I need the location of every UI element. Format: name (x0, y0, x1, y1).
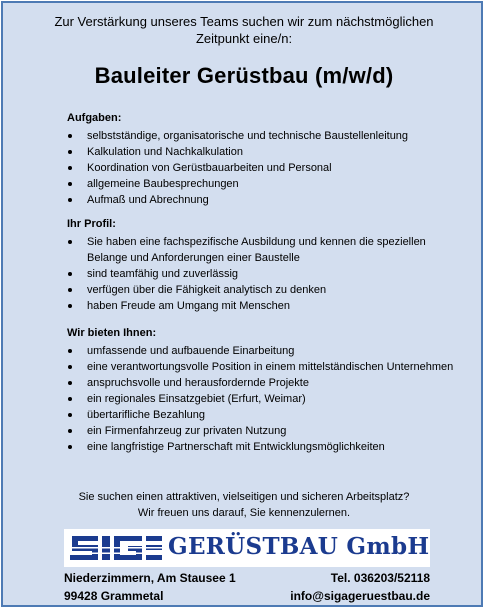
list-item (67, 192, 467, 208)
list-item-text: ein Firmenfahrzeug zur privaten Nutzung (87, 425, 287, 437)
list-item-text: eine verantwortungsvolle Position in einem mittelständischen Unternehmen (87, 361, 454, 373)
address-block (64, 569, 236, 605)
intro-line-1: Zur Verstärkung unseres Teams suchen wir zum nächstmöglichen (54, 14, 434, 29)
list-item (67, 234, 467, 266)
list-item (67, 298, 467, 314)
list-item-text: Aufmaß und Abrechnung (87, 194, 209, 206)
bullet-icon (68, 134, 72, 138)
closing-line-1: Sie suchen einen attraktiven, vielseitigen und sicheren Arbeitsplatz? (78, 491, 410, 503)
benefits-list (67, 343, 467, 455)
list-item (67, 343, 467, 359)
list-item (67, 144, 467, 160)
closing-text (3, 489, 485, 521)
job-ad-frame (1, 1, 483, 607)
list-item (67, 375, 467, 391)
list-item-text: übertarifliche Bezahlung (87, 409, 206, 421)
task-list (67, 128, 467, 208)
bullet-icon (68, 150, 72, 154)
list-item-text: ein regionales Einsatzgebiet (Erfurt, Weimar) (87, 393, 306, 405)
list-item (67, 176, 467, 192)
closing-line-2: Wir freuen uns darauf, Sie kennenzulernen. (137, 507, 351, 519)
sig-logo-mark (68, 532, 164, 564)
job-title: Bauleiter Gerüstbau (m/w/d) (94, 63, 394, 88)
intro-line-2: Zeitpunkt eine/n: (195, 31, 293, 46)
bullet-icon (68, 365, 72, 369)
section-aufgaben (67, 111, 467, 208)
list-item (67, 359, 467, 375)
address-city: 99428 Grammetal (64, 589, 164, 603)
section-heading: Ihr Profil: (67, 218, 116, 230)
bullet-icon (68, 272, 72, 276)
list-item-text: allgemeine Baubesprechungen (87, 178, 239, 190)
company-logo (64, 529, 430, 567)
bullet-icon (68, 288, 72, 292)
bullet-icon (68, 445, 72, 449)
list-item-text: selbstständige, organisatorische und technische Baustellenleitung (87, 130, 409, 142)
bullet-icon (68, 304, 72, 308)
phone-number: Tel. 036203/52118 (330, 571, 430, 585)
section-profil (67, 217, 467, 314)
list-item (67, 282, 467, 298)
profile-list (67, 234, 467, 314)
bullet-icon (68, 397, 72, 401)
bullet-icon (68, 240, 72, 244)
intro-text (3, 13, 485, 47)
list-item-text: verfügen über die Fähigkeit analytisch zu denken (87, 284, 327, 296)
list-item-text: umfassende und aufbauende Einarbeitung (87, 345, 295, 357)
list-item (67, 391, 467, 407)
section-heading: Wir bieten Ihnen: (67, 327, 157, 339)
bullet-icon (68, 429, 72, 433)
list-item (67, 439, 467, 455)
bullet-icon (68, 166, 72, 170)
bullet-icon (68, 381, 72, 385)
company-name: GERÜSTBAU GmbH (168, 533, 430, 560)
bullet-icon (68, 413, 72, 417)
list-item (67, 266, 467, 282)
list-item (67, 128, 467, 144)
list-item-text: Sie haben eine fachspezifische Ausbildung und kennen die speziellen Belange und Anforderungen einer Baustelle (87, 236, 426, 264)
bullet-icon (68, 349, 72, 353)
list-item (67, 160, 467, 176)
section-wir-bieten (67, 326, 467, 455)
bullet-icon (68, 198, 72, 202)
list-item-text: anspruchsvolle und herausfordernde Projekte (87, 377, 309, 389)
list-item (67, 423, 467, 439)
email-address[interactable]: info@sigageruestbau.de (290, 589, 430, 603)
section-heading: Aufgaben: (67, 112, 122, 124)
list-item (67, 407, 467, 423)
list-item-text: Koordination von Gerüstbauarbeiten und Personal (87, 162, 332, 174)
list-item-text: eine langfristige Partnerschaft mit Entwicklungsmöglichkeiten (87, 441, 385, 453)
contact-block (288, 569, 430, 605)
list-item-text: sind teamfähig und zuverlässig (87, 268, 239, 280)
address-street: Niederzimmern, Am Stausee 1 (64, 571, 236, 585)
list-item-text: haben Freude am Umgang mit Menschen (87, 300, 290, 312)
bullet-icon (68, 182, 72, 186)
list-item-text: Kalkulation und Nachkalkulation (87, 146, 243, 158)
